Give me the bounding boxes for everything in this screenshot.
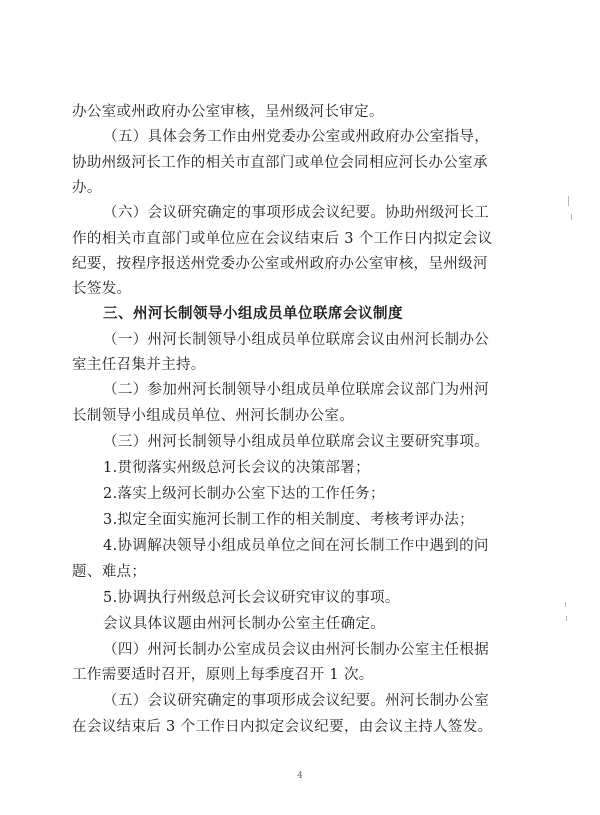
text-line-1: 办公室或州政府办公室审核，呈州级河长审定。 xyxy=(72,104,384,120)
text-line-13: 长制领导小组成员单位、州河长制办公室。 xyxy=(72,408,355,424)
list-item-2: 2.落实上级河长制办公室下达的工作任务； xyxy=(103,486,385,502)
text-line-7: 纪要，按程序报送州党委办公室或州政府办公室审核，呈州级河 xyxy=(72,256,488,272)
text-line-11: 室主任召集并主持。 xyxy=(72,357,206,373)
text-line-10: （一）州河长制领导小组成员单位联席会议由州河长制办公 xyxy=(103,332,490,348)
scan-mark xyxy=(566,616,567,621)
scan-mark xyxy=(565,602,566,607)
list-item-5: 5.协调执行州级总河长会议研究审议的事项。 xyxy=(103,590,400,606)
page-number: 4 xyxy=(297,771,303,781)
scan-mark xyxy=(571,214,572,220)
section-heading: 三、州河长制领导小组成员单位联席会议制度 xyxy=(103,306,403,322)
text-line-22: （四）州河长制办公室成员会议由州河长制办公室主任根据 xyxy=(103,642,490,658)
scan-mark xyxy=(568,196,569,206)
text-line-2: （五）具体会务工作由州党委办公室或州政府办公室指导， xyxy=(103,129,490,145)
list-item-4: 4.协调解决领导小组成员单位之间在河长制工作中遇到的问 xyxy=(103,538,489,554)
text-line-25: 在会议结束后 3 个工作日内拟定会议纪要，由会议主持人签发。 xyxy=(72,719,493,735)
text-line-4: 办。 xyxy=(72,180,102,196)
text-line-8: 长签发。 xyxy=(72,281,132,297)
text-line-24: （五）会议研究确定的事项形成会议纪要。州河长制办公室 xyxy=(103,693,490,709)
list-item-3: 3.拟定全面实施河长制工作的相关制度、考核考评办法； xyxy=(103,512,474,528)
text-line-5: （六）会议研究确定的事项形成会议纪要。协助州级河长工 xyxy=(103,205,490,221)
text-line-14: （三）州河长制领导小组成员单位联席会议主要研究事项。 xyxy=(103,434,490,450)
text-line-23: 工作需要适时召开，原则上每季度召开 1 次。 xyxy=(72,667,374,683)
text-line-21: 会议具体议题由州河长制办公室主任确定。 xyxy=(103,616,386,632)
text-line-12: （二）参加州河长制领导小组成员单位联席会议部门为州河 xyxy=(103,382,490,398)
list-item-1: 1.贯彻落实州级总河长会议的决策部署； xyxy=(103,460,370,476)
text-line-3: 协助州级河长工作的相关市直部门或单位会同相应河长办公室承 xyxy=(72,155,488,171)
list-item-4-cont: 题、难点； xyxy=(72,564,147,580)
text-line-6: 作的相关市直部门或单位应在会议结束后 3 个工作日内拟定会议 xyxy=(72,231,493,247)
